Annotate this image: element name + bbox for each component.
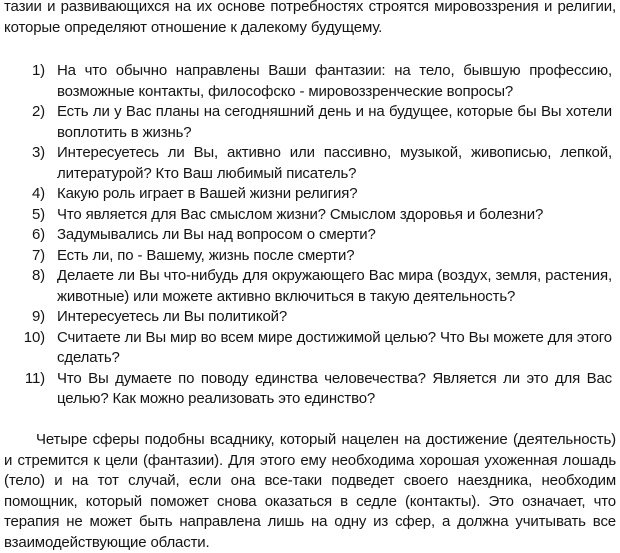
question-item xyxy=(10,246,612,267)
question-text: Что является для Вас смыслом жизни? Смыслом здоровья и болезни? xyxy=(57,205,544,223)
question-item xyxy=(10,102,612,143)
question-item xyxy=(10,328,612,369)
question-number: 8) xyxy=(31,267,45,284)
question-text: Интересуетесь ли Вы, активно или пассивно, музыкой, живописью, лепкой, литературой? Кто Ваш любимый писатель? xyxy=(57,144,612,182)
closing-paragraph: Четыре сферы подобны всаднику, который нацелен на достижение (деятельность) и стремится к цели (фантазии). Для этого ему необходима хорошая ухоженная лошадь (тело) и на тот случай, если она все-таки подведет своего наездника, необходим помощник, который поможет снова оказаться в седле (контакты). Это означает, что терапия не может быть направлена лишь на одну из сфер, а должна учитывать все взаимодействующие области. xyxy=(4,431,616,551)
question-item xyxy=(10,61,612,102)
question-text: Интересуетесь ли Вы политикой? xyxy=(57,308,288,325)
question-number: 5) xyxy=(31,205,45,223)
question-text: Считаете ли Вы мир во всем мире достижимой целью? Что Вы можете для этого сделать? xyxy=(57,328,612,366)
question-number: 6) xyxy=(31,226,45,243)
question-number: 9) xyxy=(31,308,45,325)
question-list xyxy=(10,61,612,410)
question-number: 1) xyxy=(31,62,45,79)
question-text: Есть ли, по - Вашему, жизнь после смерти? xyxy=(57,246,355,264)
question-item xyxy=(10,266,612,307)
question-text: Задумывались ли Вы над вопросом о смерти? xyxy=(57,226,376,243)
question-text: Какую роль играет в Вашей жизни религия? xyxy=(57,185,358,202)
intro-paragraph: тазии и развивающихся на их основе потребностях строятся мировоззрения и религии, которые определяют отношение к далекому будущему. xyxy=(4,0,616,36)
question-item xyxy=(10,143,612,184)
question-text: Делаете ли Вы что-нибудь для окружающего Вас мира (воздух, земля, растения, животные) или можете активно включиться в такую деятельность? xyxy=(57,267,612,305)
question-item xyxy=(10,307,612,328)
question-text: Что Вы думаете по поводу единства человечества? Является ли это для Вас целью? Как можно реализовать это единство? xyxy=(57,369,612,407)
question-text: Есть ли у Вас планы на сегодняшний день и на будущее, которые бы Вы хотели воплотить в жизнь? xyxy=(57,103,612,141)
question-item xyxy=(10,225,612,246)
question-number: 4) xyxy=(31,185,45,202)
question-number: 2) xyxy=(31,103,45,120)
question-number: 10) xyxy=(23,328,45,346)
question-text: На что обычно направлены Ваши фантазии: на тело, бывшую профессию, возможные контакты, философско - мировоззренческие вопросы? xyxy=(57,62,612,100)
question-item xyxy=(10,369,612,410)
question-number: 3) xyxy=(31,144,45,161)
question-item xyxy=(10,205,612,226)
question-item xyxy=(10,184,612,205)
question-number: 7) xyxy=(31,246,45,264)
question-number: 11) xyxy=(24,369,45,387)
